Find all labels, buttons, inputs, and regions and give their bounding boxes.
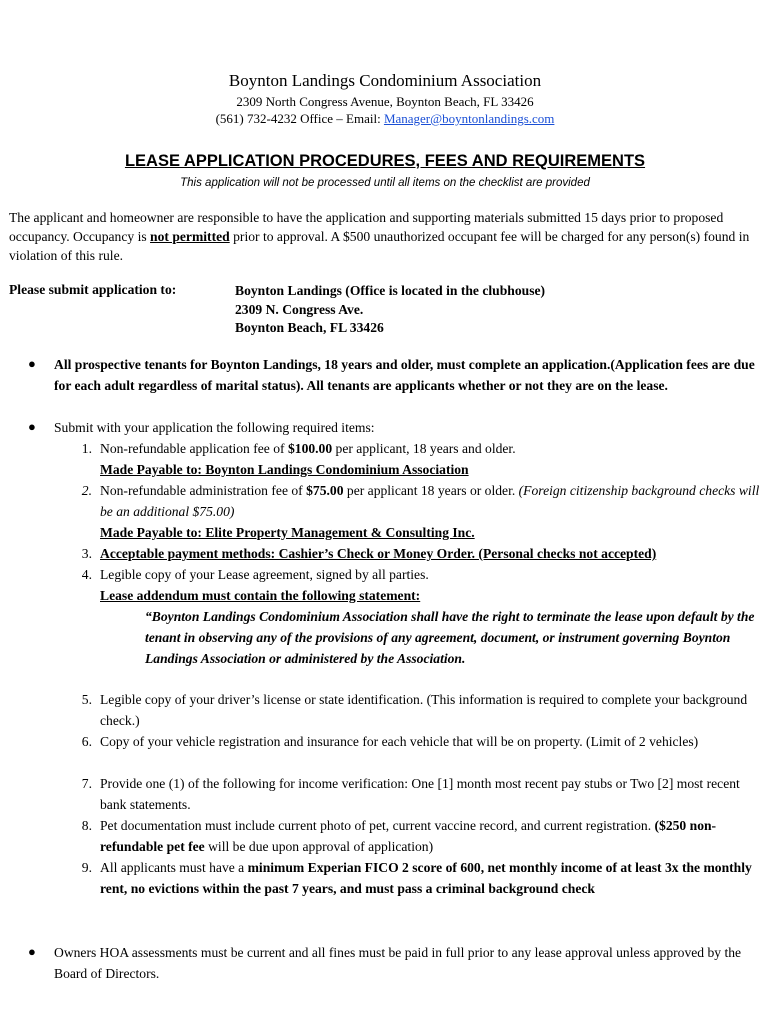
intro-paragraph (9, 208, 761, 265)
submit-line1: Boynton Landings (Office is located in the clubhouse) (235, 283, 546, 298)
item-number: 3. (81, 546, 92, 561)
submit-address (235, 282, 545, 338)
item-text: per applicant, 18 years and older. (332, 441, 516, 456)
bullet-icon: ● (28, 356, 36, 371)
intro-part1: The applicant and homeowner are responsible to have the application and supporting materials submitted 15 days prior to proposed occupancy. Occupancy is (9, 210, 724, 244)
submit-line2: 2309 N. Congress Ave. (235, 301, 364, 317)
bullet-hoa-assessments: Owners HOA assessments must be current and all fines must be paid in full prior to any lease approval unless approved by the Board of Directors. (54, 945, 742, 981)
submit-label: Please submit application to: (9, 282, 177, 297)
item-pet-documentation (100, 816, 764, 858)
bullet-submit-items: Submit with your application the following required items: (54, 420, 375, 435)
item-vehicle-registration: Copy of your vehicle registration and insurance for each vehicle that will be on property. (Limit of 2 vehicles) (100, 734, 699, 749)
item-number: 8. (81, 818, 92, 833)
item-text: will be due upon approval of application) (204, 838, 434, 854)
item-application-fee (100, 439, 764, 481)
item-number: 9. (81, 860, 92, 875)
item-text: All applicants must have a (100, 860, 248, 875)
item-text: Legible copy of your Lease agreement, signed by all parties. (100, 567, 429, 582)
bullet-tenants: All prospective tenants for Boynton Landings, 18 years and older, must complete an application.(Application fees are due for each adult regardless of marital status). All tenants are applicants whether or not they are on the lease. (54, 357, 755, 393)
org-address: 2309 North Congress Avenue, Boynton Beach, FL 33426 (236, 94, 534, 109)
fee-amount: $100.00 (287, 441, 333, 456)
item-lease-copy (100, 565, 764, 607)
item-text: Non-refundable administration fee of (100, 483, 307, 498)
item-number: 7. (81, 776, 92, 791)
requirements-text: minimum Experian FICO 2 score of 600, net monthly income of at least 3x the monthly rent, no evictions within the past 7 years, and must pass a criminal background check (100, 860, 752, 896)
org-contact (0, 111, 770, 127)
org-name: Boynton Landings Condominium Association (228, 71, 542, 90)
item-number: 4. (81, 567, 92, 582)
item-note: (Foreign citizenship background checks will be an additional $75.00) (100, 483, 760, 519)
item-text: Non-refundable application fee of (100, 441, 288, 456)
item-admin-fee (100, 481, 764, 543)
page-subtitle: This application will not be processed until all items on the checklist are provided (180, 177, 590, 189)
item-income-verification: Provide one (1) of the following for income verification: One [1] month most recent pay stubs or Two [2] most recent bank statements. (100, 776, 740, 812)
intro-part2: prior to approval. A $500 unauthorized occupant fee will be charged for any person(s) found in violation of this rule. (9, 229, 750, 263)
item-applicant-requirements (100, 858, 764, 900)
email-link[interactable]: Manager@boyntonlandings.com (383, 111, 555, 126)
submit-line3: Boynton Beach, FL 33426 (235, 320, 384, 335)
item-payment-methods: Acceptable payment methods: Cashier’s Check or Money Order. (Personal checks not accepted) (100, 546, 657, 561)
fee-amount: $75.00 (306, 483, 344, 498)
item-number: 6. (81, 734, 92, 749)
payable-to: Made Payable to: Boynton Landings Condominium Association (100, 461, 469, 477)
item-drivers-license: Legible copy of your driver’s license or state identification. (This information is required to complete your background check.) (100, 692, 748, 728)
item-number: 5. (81, 692, 92, 707)
item-number: 2. (81, 483, 92, 498)
item-text: per applicant 18 years or older. (343, 483, 519, 498)
item-text: Pet documentation must include current photo of pet, current vaccine record, and current registration. (100, 818, 655, 833)
pet-fee: ($250 non-refundable pet fee (100, 818, 717, 854)
contact-phone: (561) 732-4232 Office – Email: (215, 111, 384, 126)
payable-to: Made Payable to: Elite Property Management & Consulting Inc. (100, 524, 475, 540)
page-title: LEASE APPLICATION PROCEDURES, FEES AND REQUIREMENTS (124, 152, 646, 170)
bullet-icon: ● (28, 944, 36, 959)
item-number: 1. (81, 441, 92, 456)
addendum-heading: Lease addendum must contain the following statement: (100, 587, 421, 603)
bullet-icon: ● (28, 419, 36, 434)
intro-emphasis: not permitted (150, 229, 230, 244)
addendum-statement: “Boynton Landings Condominium Association shall have the right to terminate the lease upon default by the tenant in observing any of the provisions of any agreement, document, or instrument governing Boynton Landings Association or administered by the Association. (145, 609, 755, 666)
